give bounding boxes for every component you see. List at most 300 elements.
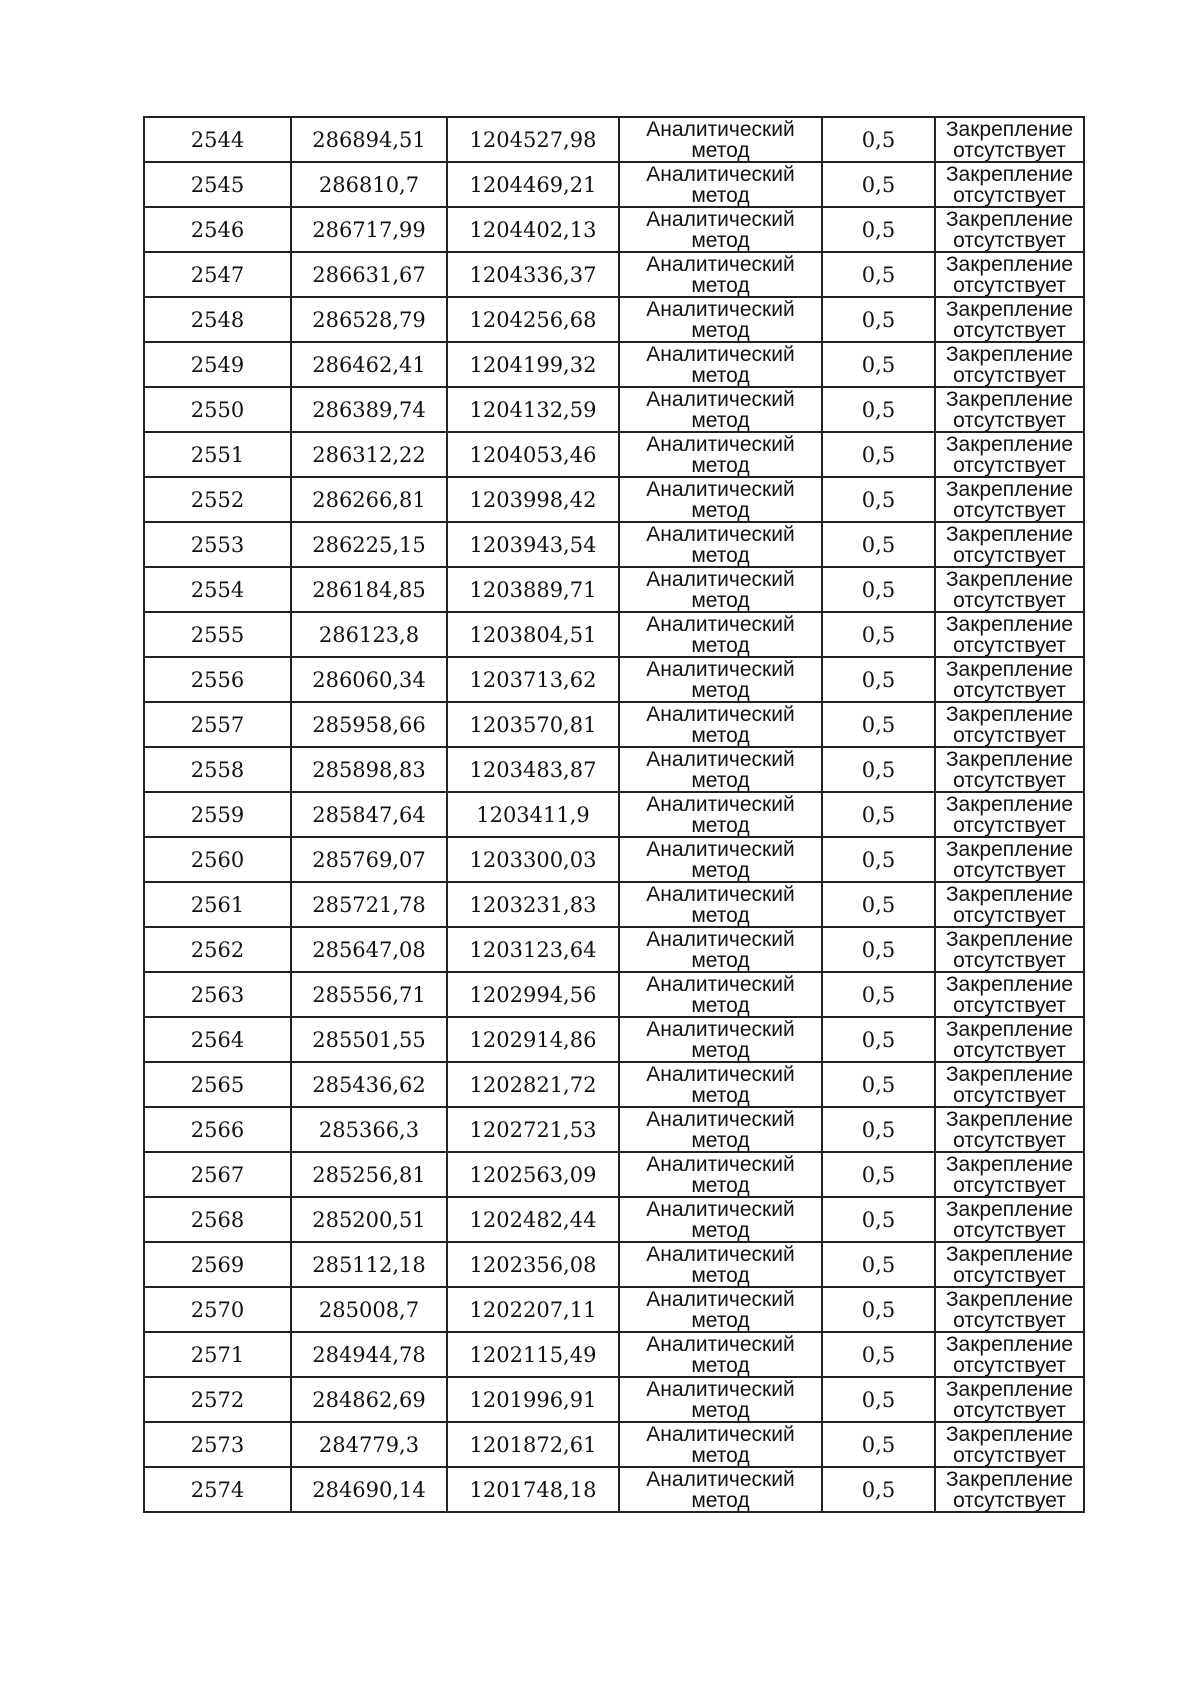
fixing-cell	[935, 972, 1084, 1017]
fixing-cell	[935, 1017, 1084, 1062]
fixing-text-line: Закрепление	[945, 792, 1074, 816]
method-cell	[619, 747, 822, 792]
y-coordinate-cell: 1203231,83	[447, 882, 619, 927]
fixing-text-line: Закрепление	[945, 1152, 1074, 1176]
fixing-text-line: Закрепление	[945, 1467, 1074, 1491]
y-coordinate-cell: 1202821,72	[447, 1062, 619, 1107]
table-row	[144, 1197, 1084, 1242]
method-cell	[619, 567, 822, 612]
y-coordinate-cell: 1201748,18	[447, 1467, 619, 1512]
fixing-text-line: отсутствует	[953, 723, 1066, 747]
y-coordinate-cell: 1202721,53	[447, 1107, 619, 1152]
method-text-line: метод	[691, 273, 750, 297]
fixing-cell	[935, 882, 1084, 927]
x-coordinate-cell: 285556,71	[291, 972, 447, 1017]
method-text-line: Аналитический	[646, 972, 795, 996]
table-row	[144, 432, 1084, 477]
method-text-line: Аналитический	[646, 162, 795, 186]
point-number-cell: 2574	[144, 1467, 291, 1512]
x-coordinate-cell: 286225,15	[291, 522, 447, 567]
fixing-text-line: Закрепление	[945, 1332, 1074, 1356]
accuracy-cell: 0,5	[822, 162, 935, 207]
point-number-cell: 2565	[144, 1062, 291, 1107]
method-text-line: метод	[691, 1038, 750, 1062]
accuracy-cell: 0,5	[822, 747, 935, 792]
fixing-text-line: Закрепление	[945, 702, 1074, 726]
table-row	[144, 612, 1084, 657]
fixing-text-line: отсутствует	[953, 678, 1066, 702]
method-text-line: Аналитический	[646, 702, 795, 726]
fixing-cell	[935, 117, 1084, 162]
y-coordinate-cell: 1202914,86	[447, 1017, 619, 1062]
fixing-text-line: Закрепление	[945, 387, 1074, 411]
x-coordinate-cell: 286810,7	[291, 162, 447, 207]
fixing-text-line: Закрепление	[945, 477, 1074, 501]
fixing-cell	[935, 1467, 1084, 1512]
fixing-text-line: отсутствует	[953, 1353, 1066, 1377]
method-text-line: Аналитический	[646, 927, 795, 951]
method-text-line: метод	[691, 1218, 750, 1242]
table-row	[144, 1467, 1084, 1512]
point-number-cell: 2549	[144, 342, 291, 387]
fixing-text-line: отсутствует	[953, 1083, 1066, 1107]
fixing-cell	[935, 1377, 1084, 1422]
point-number-cell: 2553	[144, 522, 291, 567]
method-text-line: Аналитический	[646, 207, 795, 231]
y-coordinate-cell: 1203998,42	[447, 477, 619, 522]
method-text-line: Аналитический	[646, 567, 795, 591]
y-coordinate-cell: 1203889,71	[447, 567, 619, 612]
fixing-cell	[935, 1107, 1084, 1152]
fixing-cell	[935, 747, 1084, 792]
fixing-text-line: отсутствует	[953, 1218, 1066, 1242]
fixing-cell	[935, 927, 1084, 972]
method-text-line: метод	[691, 1083, 750, 1107]
accuracy-cell: 0,5	[822, 1287, 935, 1332]
x-coordinate-cell: 285647,08	[291, 927, 447, 972]
method-cell	[619, 1197, 822, 1242]
method-text-line: метод	[691, 543, 750, 567]
table-row	[144, 882, 1084, 927]
accuracy-cell: 0,5	[822, 1242, 935, 1287]
accuracy-cell: 0,5	[822, 1332, 935, 1377]
method-text-line: Аналитический	[646, 297, 795, 321]
x-coordinate-cell: 286123,8	[291, 612, 447, 657]
fixing-text-line: Закрепление	[945, 1422, 1074, 1446]
method-text-line: Аналитический	[646, 1062, 795, 1086]
fixing-cell	[935, 522, 1084, 567]
method-text-line: Аналитический	[646, 1152, 795, 1176]
point-number-cell: 2550	[144, 387, 291, 432]
method-text-line: метод	[691, 363, 750, 387]
accuracy-cell: 0,5	[822, 882, 935, 927]
accuracy-cell: 0,5	[822, 297, 935, 342]
method-text-line: метод	[691, 138, 750, 162]
fixing-cell	[935, 387, 1084, 432]
y-coordinate-cell: 1203300,03	[447, 837, 619, 882]
method-cell	[619, 1377, 822, 1422]
fixing-text-line: отсутствует	[953, 1173, 1066, 1197]
fixing-cell	[935, 567, 1084, 612]
y-coordinate-cell: 1202994,56	[447, 972, 619, 1017]
y-coordinate-cell: 1203483,87	[447, 747, 619, 792]
fixing-text-line: Закрепление	[945, 342, 1074, 366]
y-coordinate-cell: 1204256,68	[447, 297, 619, 342]
fixing-text-line: Закрепление	[945, 522, 1074, 546]
method-cell	[619, 792, 822, 837]
fixing-cell	[935, 1152, 1084, 1197]
fixing-text-line: отсутствует	[953, 543, 1066, 567]
table-row	[144, 747, 1084, 792]
point-number-cell: 2562	[144, 927, 291, 972]
fixing-cell	[935, 162, 1084, 207]
y-coordinate-cell: 1201872,61	[447, 1422, 619, 1467]
method-text-line: метод	[691, 408, 750, 432]
y-coordinate-cell: 1204469,21	[447, 162, 619, 207]
x-coordinate-cell: 286717,99	[291, 207, 447, 252]
method-text-line: метод	[691, 453, 750, 477]
y-coordinate-cell: 1204527,98	[447, 117, 619, 162]
fixing-text-line: отсутствует	[953, 768, 1066, 792]
fixing-text-line: отсутствует	[953, 813, 1066, 837]
y-coordinate-cell: 1203713,62	[447, 657, 619, 702]
table-row	[144, 1152, 1084, 1197]
method-text-line: Аналитический	[646, 342, 795, 366]
method-cell	[619, 1152, 822, 1197]
fixing-text-line: Закрепление	[945, 162, 1074, 186]
x-coordinate-cell: 286184,85	[291, 567, 447, 612]
method-text-line: метод	[691, 228, 750, 252]
accuracy-cell: 0,5	[822, 612, 935, 657]
fixing-text-line: отсутствует	[953, 228, 1066, 252]
accuracy-cell: 0,5	[822, 207, 935, 252]
point-number-cell: 2573	[144, 1422, 291, 1467]
accuracy-cell: 0,5	[822, 432, 935, 477]
point-number-cell: 2569	[144, 1242, 291, 1287]
method-text-line: метод	[691, 948, 750, 972]
point-number-cell: 2551	[144, 432, 291, 477]
method-text-line: метод	[691, 1488, 750, 1512]
point-number-cell: 2571	[144, 1332, 291, 1377]
fixing-text-line: отсутствует	[953, 903, 1066, 927]
accuracy-cell: 0,5	[822, 1467, 935, 1512]
y-coordinate-cell: 1203123,64	[447, 927, 619, 972]
table-row	[144, 477, 1084, 522]
fixing-cell	[935, 1332, 1084, 1377]
method-text-line: метод	[691, 1173, 750, 1197]
table-row	[144, 657, 1084, 702]
x-coordinate-cell: 286312,22	[291, 432, 447, 477]
table-row	[144, 1107, 1084, 1152]
y-coordinate-cell: 1202115,49	[447, 1332, 619, 1377]
fixing-cell	[935, 1197, 1084, 1242]
y-coordinate-cell: 1203570,81	[447, 702, 619, 747]
fixing-text-line: Закрепление	[945, 297, 1074, 321]
fixing-cell	[935, 612, 1084, 657]
method-cell	[619, 927, 822, 972]
accuracy-cell: 0,5	[822, 1017, 935, 1062]
fixing-cell	[935, 702, 1084, 747]
x-coordinate-cell: 285847,64	[291, 792, 447, 837]
fixing-text-line: отсутствует	[953, 993, 1066, 1017]
fixing-text-line: Закрепление	[945, 612, 1074, 636]
method-text-line: метод	[691, 1308, 750, 1332]
method-cell	[619, 882, 822, 927]
point-number-cell: 2552	[144, 477, 291, 522]
table-row	[144, 342, 1084, 387]
fixing-text-line: Закрепление	[945, 1242, 1074, 1266]
y-coordinate-cell: 1203804,51	[447, 612, 619, 657]
y-coordinate-cell: 1204132,59	[447, 387, 619, 432]
x-coordinate-cell: 284779,3	[291, 1422, 447, 1467]
method-cell	[619, 1287, 822, 1332]
method-text-line: Аналитический	[646, 1197, 795, 1221]
table-row	[144, 207, 1084, 252]
x-coordinate-cell: 285256,81	[291, 1152, 447, 1197]
fixing-text-line: отсутствует	[953, 1128, 1066, 1152]
method-text-line: метод	[691, 498, 750, 522]
fixing-text-line: отсутствует	[953, 1488, 1066, 1512]
coordinates-table	[143, 116, 1085, 1513]
x-coordinate-cell: 285769,07	[291, 837, 447, 882]
fixing-text-line: отсутствует	[953, 1398, 1066, 1422]
y-coordinate-cell: 1204199,32	[447, 342, 619, 387]
x-coordinate-cell: 286528,79	[291, 297, 447, 342]
fixing-text-line: отсутствует	[953, 1038, 1066, 1062]
accuracy-cell: 0,5	[822, 252, 935, 297]
method-cell	[619, 1107, 822, 1152]
accuracy-cell: 0,5	[822, 342, 935, 387]
point-number-cell: 2547	[144, 252, 291, 297]
accuracy-cell: 0,5	[822, 387, 935, 432]
method-text-line: метод	[691, 768, 750, 792]
fixing-text-line: отсутствует	[953, 318, 1066, 342]
method-cell	[619, 432, 822, 477]
x-coordinate-cell: 284944,78	[291, 1332, 447, 1377]
fixing-text-line: отсутствует	[953, 138, 1066, 162]
fixing-text-line: Закрепление	[945, 207, 1074, 231]
method-cell	[619, 387, 822, 432]
accuracy-cell: 0,5	[822, 522, 935, 567]
y-coordinate-cell: 1202482,44	[447, 1197, 619, 1242]
method-text-line: Аналитический	[646, 657, 795, 681]
method-cell	[619, 1242, 822, 1287]
fixing-cell	[935, 432, 1084, 477]
fixing-text-line: отсутствует	[953, 633, 1066, 657]
fixing-text-line: Закрепление	[945, 1197, 1074, 1221]
table-row	[144, 297, 1084, 342]
fixing-text-line: отсутствует	[953, 498, 1066, 522]
accuracy-cell: 0,5	[822, 1377, 935, 1422]
method-cell	[619, 702, 822, 747]
fixing-text-line: отсутствует	[953, 453, 1066, 477]
method-cell	[619, 477, 822, 522]
method-text-line: Аналитический	[646, 1107, 795, 1131]
fixing-text-line: Закрепление	[945, 1062, 1074, 1086]
accuracy-cell: 0,5	[822, 792, 935, 837]
method-text-line: Аналитический	[646, 387, 795, 411]
fixing-text-line: Закрепление	[945, 927, 1074, 951]
method-cell	[619, 252, 822, 297]
fixing-text-line: отсутствует	[953, 183, 1066, 207]
fixing-text-line: отсутствует	[953, 1308, 1066, 1332]
fixing-cell	[935, 342, 1084, 387]
x-coordinate-cell: 285898,83	[291, 747, 447, 792]
method-text-line: метод	[691, 318, 750, 342]
point-number-cell: 2546	[144, 207, 291, 252]
method-text-line: Аналитический	[646, 522, 795, 546]
point-number-cell: 2545	[144, 162, 291, 207]
point-number-cell: 2570	[144, 1287, 291, 1332]
table-row	[144, 1332, 1084, 1377]
method-text-line: Аналитический	[646, 117, 795, 141]
table-row	[144, 1017, 1084, 1062]
method-text-line: метод	[691, 993, 750, 1017]
fixing-text-line: Закрепление	[945, 567, 1074, 591]
y-coordinate-cell: 1204336,37	[447, 252, 619, 297]
point-number-cell: 2560	[144, 837, 291, 882]
table-row	[144, 252, 1084, 297]
method-text-line: Аналитический	[646, 252, 795, 276]
method-text-line: Аналитический	[646, 1242, 795, 1266]
x-coordinate-cell: 285436,62	[291, 1062, 447, 1107]
method-text-line: Аналитический	[646, 882, 795, 906]
x-coordinate-cell: 285501,55	[291, 1017, 447, 1062]
method-cell	[619, 972, 822, 1017]
fixing-text-line: отсутствует	[953, 858, 1066, 882]
x-coordinate-cell: 286266,81	[291, 477, 447, 522]
method-text-line: Аналитический	[646, 432, 795, 456]
accuracy-cell: 0,5	[822, 972, 935, 1017]
table-row	[144, 117, 1084, 162]
fixing-text-line: отсутствует	[953, 588, 1066, 612]
point-number-cell: 2559	[144, 792, 291, 837]
table-row	[144, 567, 1084, 612]
point-number-cell: 2556	[144, 657, 291, 702]
fixing-cell	[935, 1242, 1084, 1287]
accuracy-cell: 0,5	[822, 837, 935, 882]
point-number-cell: 2568	[144, 1197, 291, 1242]
y-coordinate-cell: 1202356,08	[447, 1242, 619, 1287]
point-number-cell: 2572	[144, 1377, 291, 1422]
fixing-text-line: Закрепление	[945, 1377, 1074, 1401]
x-coordinate-cell: 285721,78	[291, 882, 447, 927]
method-text-line: Аналитический	[646, 747, 795, 771]
fixing-text-line: Закрепление	[945, 972, 1074, 996]
fixing-text-line: отсутствует	[953, 363, 1066, 387]
fixing-text-line: Закрепление	[945, 1017, 1074, 1041]
method-text-line: Аналитический	[646, 792, 795, 816]
method-cell	[619, 657, 822, 702]
method-cell	[619, 612, 822, 657]
fixing-text-line: Закрепление	[945, 1107, 1074, 1131]
method-cell	[619, 1062, 822, 1107]
method-cell	[619, 1332, 822, 1377]
accuracy-cell: 0,5	[822, 1197, 935, 1242]
fixing-text-line: Закрепление	[945, 657, 1074, 681]
accuracy-cell: 0,5	[822, 702, 935, 747]
method-text-line: метод	[691, 678, 750, 702]
method-cell	[619, 342, 822, 387]
method-text-line: Аналитический	[646, 1017, 795, 1041]
method-text-line: метод	[691, 903, 750, 927]
x-coordinate-cell: 286060,34	[291, 657, 447, 702]
method-text-line: метод	[691, 183, 750, 207]
method-text-line: метод	[691, 1128, 750, 1152]
method-text-line: метод	[691, 1398, 750, 1422]
fixing-cell	[935, 792, 1084, 837]
method-text-line: Аналитический	[646, 1467, 795, 1491]
fixing-cell	[935, 297, 1084, 342]
fixing-cell	[935, 1422, 1084, 1467]
method-text-line: метод	[691, 633, 750, 657]
method-cell	[619, 837, 822, 882]
fixing-text-line: Закрепление	[945, 117, 1074, 141]
x-coordinate-cell: 286462,41	[291, 342, 447, 387]
fixing-text-line: Закрепление	[945, 747, 1074, 771]
table-row	[144, 1377, 1084, 1422]
point-number-cell: 2555	[144, 612, 291, 657]
point-number-cell: 2564	[144, 1017, 291, 1062]
fixing-text-line: отсутствует	[953, 408, 1066, 432]
method-text-line: метод	[691, 858, 750, 882]
accuracy-cell: 0,5	[822, 657, 935, 702]
method-text-line: Аналитический	[646, 477, 795, 501]
y-coordinate-cell: 1204402,13	[447, 207, 619, 252]
fixing-text-line: отсутствует	[953, 948, 1066, 972]
method-cell	[619, 297, 822, 342]
point-number-cell: 2563	[144, 972, 291, 1017]
method-cell	[619, 522, 822, 567]
table-row	[144, 1422, 1084, 1467]
y-coordinate-cell: 1202563,09	[447, 1152, 619, 1197]
table-row	[144, 1242, 1084, 1287]
fixing-cell	[935, 252, 1084, 297]
point-number-cell: 2558	[144, 747, 291, 792]
x-coordinate-cell: 284862,69	[291, 1377, 447, 1422]
fixing-cell	[935, 477, 1084, 522]
table-row	[144, 972, 1084, 1017]
y-coordinate-cell: 1203943,54	[447, 522, 619, 567]
method-cell	[619, 1422, 822, 1467]
point-number-cell: 2544	[144, 117, 291, 162]
fixing-text-line: Закрепление	[945, 432, 1074, 456]
fixing-text-line: отсутствует	[953, 273, 1066, 297]
table-row	[144, 702, 1084, 747]
y-coordinate-cell: 1203411,9	[447, 792, 619, 837]
table-row	[144, 927, 1084, 972]
method-text-line: метод	[691, 723, 750, 747]
method-text-line: Аналитический	[646, 1332, 795, 1356]
method-text-line: Аналитический	[646, 837, 795, 861]
method-text-line: Аналитический	[646, 1287, 795, 1311]
point-number-cell: 2554	[144, 567, 291, 612]
fixing-cell	[935, 1287, 1084, 1332]
table-row	[144, 837, 1084, 882]
fixing-text-line: Закрепление	[945, 1287, 1074, 1311]
method-cell	[619, 1467, 822, 1512]
fixing-text-line: Закрепление	[945, 252, 1074, 276]
method-text-line: метод	[691, 1263, 750, 1287]
method-text-line: метод	[691, 813, 750, 837]
method-cell	[619, 162, 822, 207]
point-number-cell: 2567	[144, 1152, 291, 1197]
point-number-cell: 2548	[144, 297, 291, 342]
method-cell	[619, 117, 822, 162]
x-coordinate-cell: 285958,66	[291, 702, 447, 747]
table-row	[144, 792, 1084, 837]
accuracy-cell: 0,5	[822, 477, 935, 522]
